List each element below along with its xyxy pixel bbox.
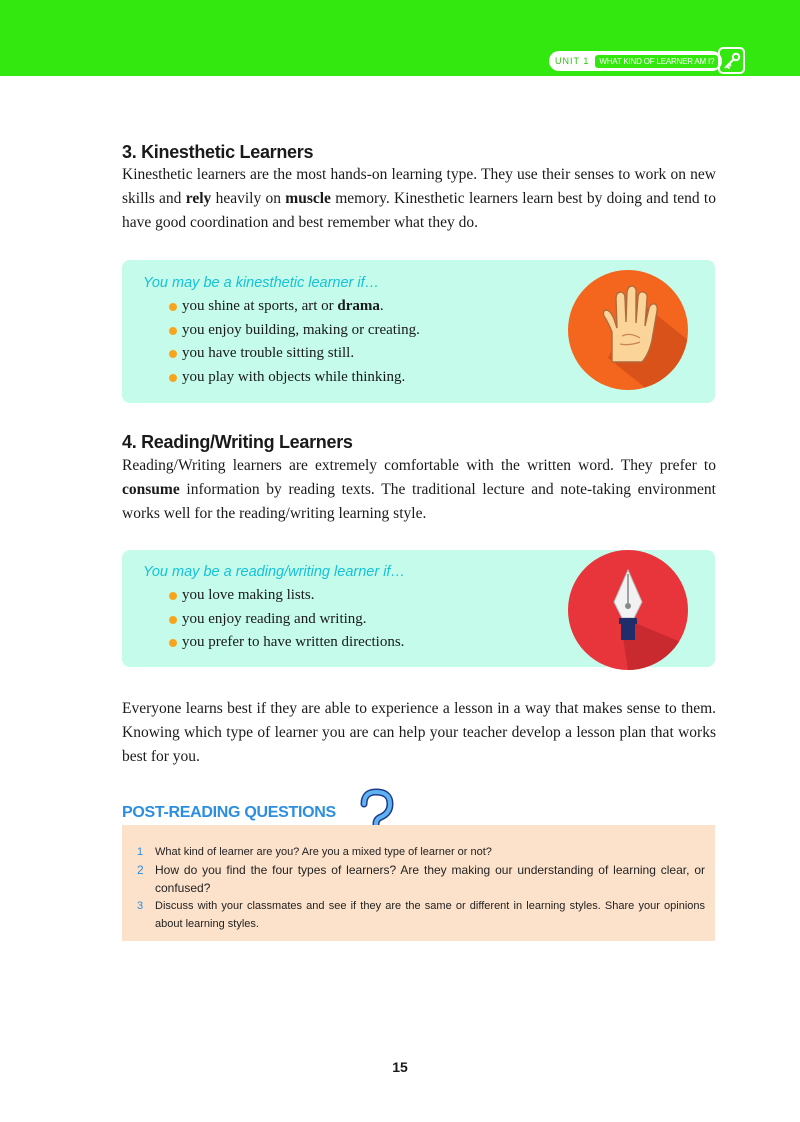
question-text: What kind of learner are you? Are you a mixed type of learner or not? xyxy=(155,846,492,858)
checklist-item: you enjoy reading and writing. xyxy=(169,608,404,632)
closing-paragraph: Everyone learns best if they are able to experience a lesson in a way that makes sense to them. Knowing which type of learner you are can help your teacher develop a lesson plan that works best for you. xyxy=(122,700,716,765)
unit-badge xyxy=(549,51,722,71)
post-reading-title: POST-READING QUESTIONS xyxy=(122,804,336,821)
question-number: 2 xyxy=(137,863,144,877)
checklist-item: you shine at sports, art or drama. xyxy=(169,295,420,319)
post-reading-question-list xyxy=(137,843,705,933)
kinesthetic-list xyxy=(169,295,420,389)
question-item xyxy=(137,843,705,861)
unit-title: WHAT KIND OF LEARNER AM I? xyxy=(595,55,718,68)
question-text: Discuss with your classmates and see if they are the same or different in learning styles. Share your opinions about learning styles. xyxy=(155,900,705,930)
reading-writing-checklist-box xyxy=(122,550,715,667)
reading-writing-paragraph: Reading/Writing learners are extremely comfortable with the written word. They prefer to consume information by reading texts. The traditional lecture and note-taking environment works well for the reading/writing learning style. xyxy=(122,457,716,522)
question-number: 1 xyxy=(137,846,144,858)
pen-nib-icon xyxy=(568,550,688,670)
checklist-item: you love making lists. xyxy=(169,584,404,608)
section-title-reading-writing: 4. Reading/Writing Learners xyxy=(122,432,353,452)
question-text: How do you find the four types of learners? Are they making our understanding of learning clear, or confused? xyxy=(155,863,705,895)
key-icon xyxy=(718,47,745,74)
post-reading-questions-box xyxy=(122,825,715,941)
kinesthetic-checklist-box xyxy=(122,260,715,403)
question-number: 3 xyxy=(137,900,144,912)
section-title-kinesthetic: 3. Kinesthetic Learners xyxy=(122,142,314,162)
header-bar xyxy=(0,0,800,76)
checklist-item: you play with objects while thinking. xyxy=(169,366,420,390)
question-item xyxy=(137,861,705,897)
unit-label: UNIT 1 xyxy=(555,56,590,66)
page-number: 15 xyxy=(392,1059,408,1075)
kinesthetic-box-heading: You may be a kinesthetic learner if… xyxy=(143,275,380,291)
checklist-item: you prefer to have written directions. xyxy=(169,631,404,655)
question-item xyxy=(137,897,705,933)
kinesthetic-paragraph: Kinesthetic learners are the most hands-on learning type. They use their senses to work on new skills and rely heavily on muscle memory. Kinesthetic learners learn best by doing and tend to have good coordination and best remember what they do. xyxy=(122,166,716,231)
reading-writing-list xyxy=(169,584,404,655)
reading-writing-box-heading: You may be a reading/writing learner if… xyxy=(143,564,405,580)
checklist-item: you have trouble sitting still. xyxy=(169,342,420,366)
hand-icon xyxy=(568,270,688,390)
checklist-item: you enjoy building, making or creating. xyxy=(169,319,420,343)
